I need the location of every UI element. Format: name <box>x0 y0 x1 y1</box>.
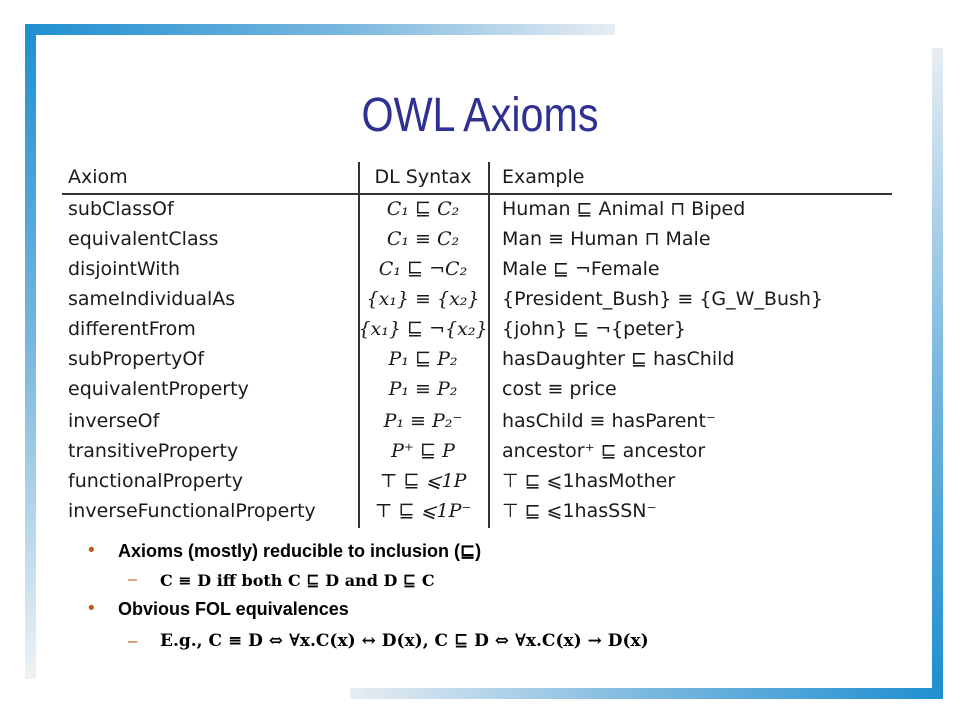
table-row <box>62 224 892 254</box>
dl-syntax: P⁺ ⊑ P <box>391 440 455 462</box>
axiom-name: transitiveProperty <box>68 440 239 462</box>
axiom-example: ⊤ ⊑ ⩽1hasSSN⁻ <box>502 500 657 522</box>
axiom-example: hasDaughter ⊑ hasChild <box>502 348 735 370</box>
dl-syntax: C₁ ⊑ ¬C₂ <box>378 258 468 280</box>
dl-syntax: P₁ ≡ P₂⁻ <box>383 410 463 432</box>
axiom-name: sameIndividualAs <box>68 288 236 310</box>
bullet-fol-equivalences: Obvious FOL equivalences <box>118 599 349 619</box>
axiom-example: Male ⊑ ¬Female <box>502 258 660 280</box>
header-dl-syntax: DL Syntax <box>374 166 472 188</box>
dl-syntax: C₁ ≡ C₂ <box>386 228 460 250</box>
dl-syntax: ⊤ ⊑ ⩽1P⁻ <box>374 500 472 522</box>
axiom-name: equivalentClass <box>68 228 219 250</box>
header-example: Example <box>502 166 585 188</box>
axiom-name: disjointWith <box>68 258 181 280</box>
axiom-example: ⊤ ⊑ ⩽1hasMother <box>502 470 676 492</box>
frame-top-bar <box>25 24 615 35</box>
bullet-marker: • <box>88 540 95 561</box>
axiom-name: subClassOf <box>68 198 174 220</box>
axiom-example: {President_Bush} ≡ {G_W_Bush} <box>502 288 824 310</box>
dl-syntax: P₁ ≡ P₂ <box>388 378 458 400</box>
axiom-table <box>62 162 892 528</box>
bullet-reducible-inclusion: Axioms (mostly) reducible to inclusion (⊑) <box>118 541 482 561</box>
axiom-name: subPropertyOf <box>68 348 205 370</box>
axiom-example: Human ⊑ Animal ⊓ Biped <box>502 198 746 220</box>
table-row <box>62 314 892 344</box>
dl-syntax: {x₁} ≡ {x₂} <box>366 288 480 310</box>
axiom-example: hasChild ≡ hasParent⁻ <box>502 410 716 432</box>
table-row <box>62 194 892 224</box>
dash-marker: – <box>128 631 138 650</box>
dl-syntax: C₁ ⊑ C₂ <box>386 198 460 220</box>
axiom-example: ancestor⁺ ⊑ ancestor <box>502 440 706 462</box>
axiom-name: inverseOf <box>68 410 160 432</box>
frame-left-bar <box>25 24 36 679</box>
sub-bullet-example: E.g., C ≡ D ⇔ ∀x.C(x) ↔ D(x), C ⊑ D ⇔ ∀x.C(x) → D(x) <box>160 631 649 651</box>
axiom-name: differentFrom <box>68 318 196 340</box>
dash-marker: – <box>128 571 137 588</box>
table-row <box>62 436 892 466</box>
axiom-name: inverseFunctionalProperty <box>68 500 316 522</box>
table-row <box>62 406 892 436</box>
table-row <box>62 374 892 404</box>
sub-bullet-iff: C ≡ D iff both C ⊑ D and D ⊑ C <box>160 571 435 590</box>
slide-title: OWL Axioms <box>361 89 599 142</box>
axiom-example: cost ≡ price <box>502 378 617 400</box>
table-row <box>62 466 892 496</box>
dl-syntax: P₁ ⊑ P₂ <box>388 348 458 370</box>
frame-bottom-bar <box>350 688 943 699</box>
dl-syntax: {x₁} ⊑ ¬{x₂} <box>358 318 488 340</box>
axiom-name: equivalentProperty <box>68 378 249 400</box>
axiom-example: Man ≡ Human ⊓ Male <box>502 228 711 250</box>
axiom-name: functionalProperty <box>68 470 243 492</box>
table-row <box>62 284 892 314</box>
axiom-example: {john} ⊑ ¬{peter} <box>502 318 686 340</box>
table-row <box>62 496 892 526</box>
bullet-marker: • <box>88 598 95 619</box>
table-row <box>62 254 892 284</box>
frame-right-bar <box>932 48 943 688</box>
dl-syntax: ⊤ ⊑ ⩽1P <box>379 470 467 492</box>
table-row <box>62 344 892 374</box>
header-axiom: Axiom <box>68 166 128 188</box>
